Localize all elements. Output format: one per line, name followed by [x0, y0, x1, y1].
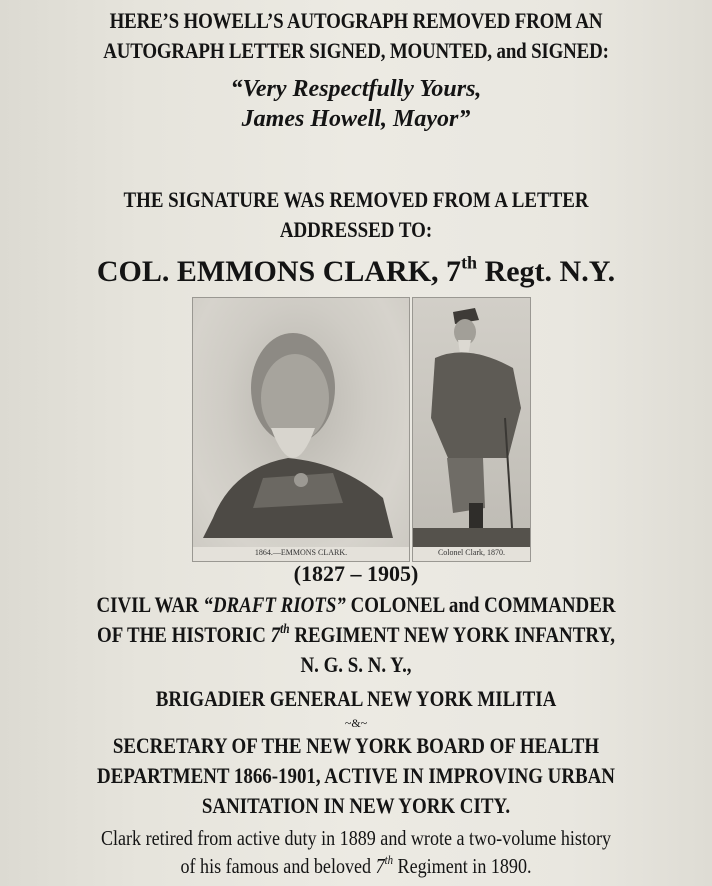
removed-note-line-1: THE SIGNATURE WAS REMOVED FROM A LETTER — [123, 187, 589, 212]
lifespan-dates: (1827 – 1905) — [293, 561, 419, 586]
titles-line-7: SANITATION IN NEW YORK CITY. — [201, 793, 511, 818]
footer-line-1: Clark retired from active duty in 1889 and wrote a two-volume history — [100, 826, 612, 850]
quote-line-1: “Very Respectfully Yours, — [230, 76, 482, 102]
titles-line-4: BRIGADIER GENERAL NEW YORK MILITIA — [155, 686, 557, 711]
portrait-engraving-bust — [192, 297, 410, 562]
portrait-right-caption: Colonel Clark, 1870. — [437, 548, 506, 557]
quote-line-2: James Howell, Mayor” — [241, 106, 471, 132]
titles-line-5: SECRETARY OF THE NEW YORK BOARD OF HEALTH — [112, 733, 600, 758]
removed-note-line-2: ADDRESSED TO: — [279, 217, 433, 242]
header-line-2: AUTOGRAPH LETTER SIGNED, MOUNTED, and SIGNED: — [103, 38, 609, 63]
portrait-standing-illustration — [413, 298, 530, 561]
portrait-left-caption: 1864.—EMMONS CLARK. — [254, 548, 348, 557]
titles-line-1: CIVIL WAR “DRAFT RIOTS” COLONEL and COMMANDER — [96, 592, 616, 617]
header-line-1: HERE’S HOWELL’S AUTOGRAPH REMOVED FROM AN — [109, 8, 603, 33]
footer-line-2: of his famous and beloved 7th Regiment in 1890. — [180, 853, 532, 878]
titles-line-6: DEPARTMENT 1866-1901, ACTIVE IN IMPROVING URBAN — [97, 763, 615, 788]
portrait-engraving-full-length — [412, 297, 531, 562]
titles-line-3: N. G. S. N. Y., — [300, 652, 412, 677]
titles-line-2: OF THE HISTORIC 7th REGIMENT NEW YORK INFANTRY, — [97, 620, 615, 647]
portrait-bust-illustration — [193, 298, 409, 561]
recipient-name: COL. EMMONS CLARK, 7th Regt. N.Y. — [96, 252, 616, 288]
titles-separator: ~&~ — [344, 716, 368, 730]
